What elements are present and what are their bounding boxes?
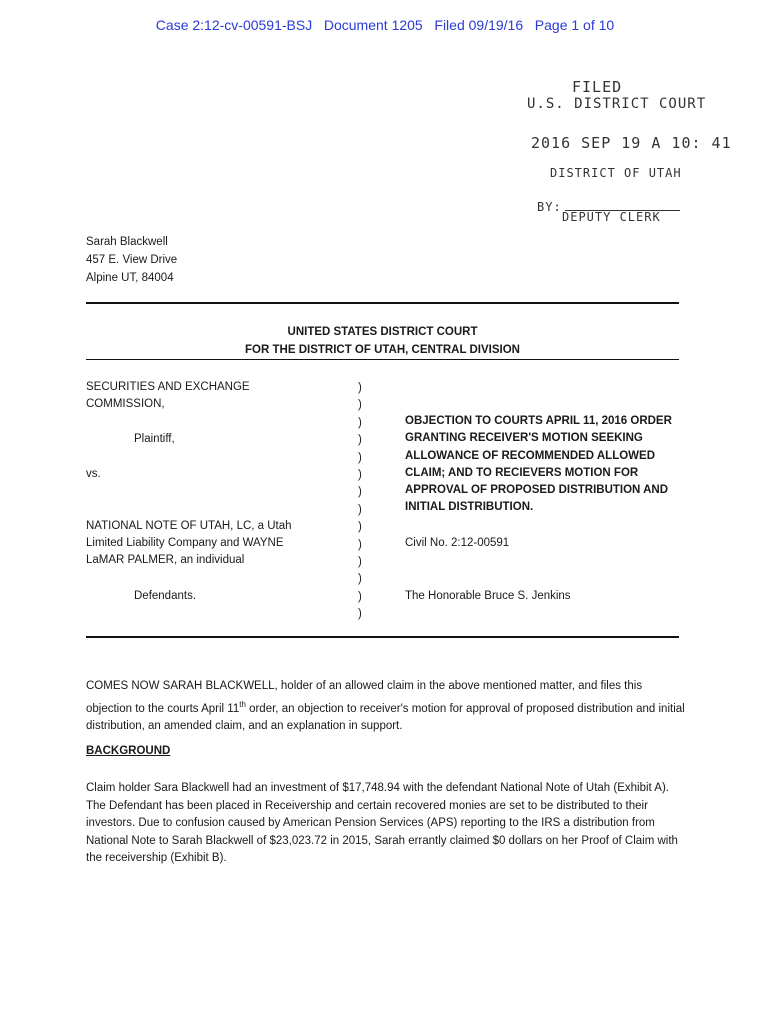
court-name: UNITED STATES DISTRICT COURT [287, 326, 478, 338]
court-rule [86, 359, 679, 360]
filer-address [86, 233, 177, 287]
defendant-label: Defendants. [134, 590, 197, 602]
stamp-by: BY: [537, 200, 562, 214]
intro-text-start: COMES NOW SARAH BLACKWELL, holder of an allowed claim in the above mentioned matter, and files this objection to the courts April 11 [86, 680, 643, 715]
background-paragraph: Claim holder Sara Blackwell had an investment of $17,748.94 with the defendant National Note of Utah (Exhibit A). The Defendant has been placed in Receivership and certain recovered monies are set to be distributed to their investors. Due to confusion caused by American Pension Services (APS) reporting to the IRS a distribution from National Note to Sarah Blackwell of $23,023.72 in 2015, Sarah errantly claimed $0 dollars on her Proof of Claim with the receivership (Exhibit B). [86, 782, 678, 864]
plaintiff-name-2: COMMISSION, [86, 398, 165, 410]
title-line-1: OBJECTION TO COURTS APRIL 11, 2016 ORDER [405, 415, 672, 427]
title-line-5: APPROVAL OF PROPOSED DISTRIBUTION AND [405, 484, 669, 497]
caption-divider: ) ) ) ) ) ) ) ) ) ) ) ) ) ) [358, 382, 362, 621]
defendant-name-3: LaMAR PALMER, an individual [86, 554, 245, 566]
intro-superscript: th [239, 699, 246, 709]
case-header: Case 2:12-cv-00591-BSJ Document 1205 Filed 09/19/16 Page 1 of 10 [155, 17, 615, 33]
background-heading: BACKGROUND [86, 745, 171, 757]
caption-bottom-rule [86, 636, 679, 638]
title-line-6: INITIAL DISTRIBUTION. [405, 501, 534, 514]
document-title [405, 413, 695, 517]
stamp-district: DISTRICT OF UTAH [550, 166, 682, 180]
filer-name: Sarah Blackwell [86, 236, 168, 248]
intro-paragraph [86, 678, 686, 735]
intro-text-end: order, an objection to receiver's motion for approval of proposed distribution and initial distribution, an amended claim, and an explanation in support. [86, 702, 685, 732]
top-rule [86, 302, 679, 304]
plaintiff-label: Plaintiff, [134, 433, 175, 445]
title-line-4: CLAIM; AND TO RECIEVERS MOTION FOR [405, 466, 639, 479]
civil-number: Civil No. 2:12-00591 [405, 537, 510, 549]
filer-city: Alpine UT, 84004 [86, 272, 174, 284]
judge-name: The Honorable Bruce S. Jenkins [405, 590, 571, 602]
title-line-3: ALLOWANCE OF RECOMMENDED ALLOWED [405, 449, 656, 462]
filer-street: 457 E. View Drive [86, 254, 178, 266]
court-division: FOR THE DISTRICT OF UTAH, CENTRAL DIVISION [245, 344, 520, 356]
stamp-filed: FILED [572, 78, 623, 96]
defendant-name-1: NATIONAL NOTE OF UTAH, LC, a Utah [86, 520, 292, 532]
stamp-court: U.S. DISTRICT COURT [527, 96, 707, 112]
plaintiff-name-1: SECURITIES AND EXCHANGE [86, 381, 250, 393]
stamp-date: 2016 SEP 19 A 10: 41 [531, 134, 732, 152]
title-line-2: GRANTING RECEIVER'S MOTION SEEKING [405, 432, 643, 445]
stamp-clerk: DEPUTY CLERK [562, 210, 661, 224]
versus: vs. [86, 468, 101, 480]
defendant-name-2: Limited Liability Company and WAYNE [86, 537, 284, 549]
